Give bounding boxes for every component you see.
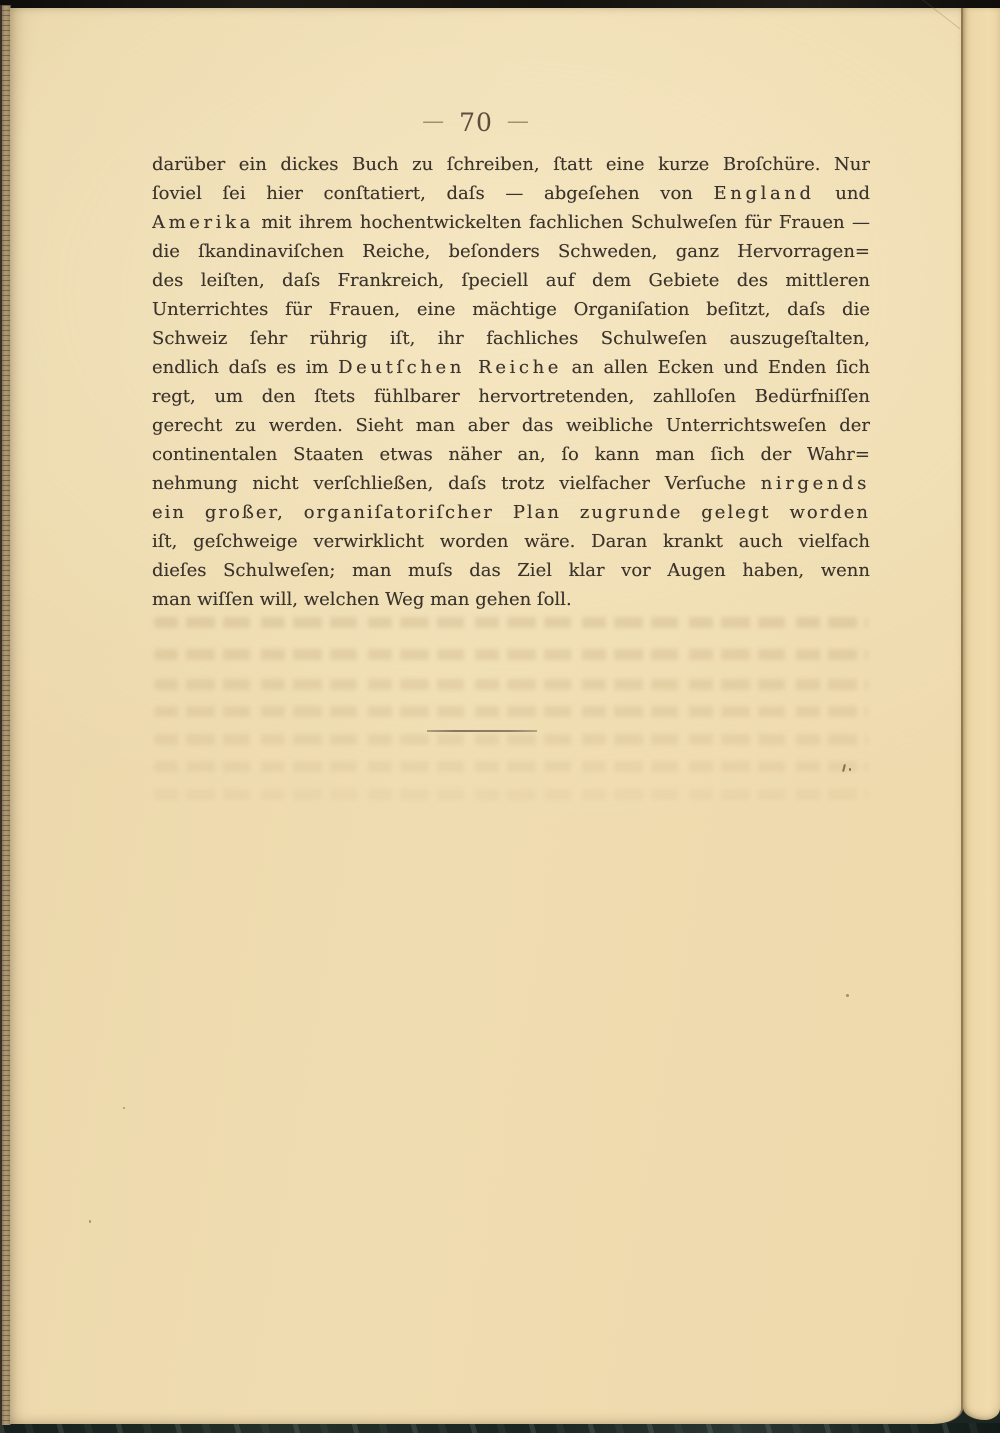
text-segment: endlich daſs es im (152, 357, 339, 378)
text-line (152, 382, 870, 411)
text-line (152, 324, 870, 353)
text-line (152, 498, 870, 527)
page-number-row (117, 106, 835, 142)
bleedthrough-text-ghost (154, 789, 868, 800)
text-segment: die ſkandinaviſchen Reiche, beſonders Schweden, ganz Hervorragen= (152, 241, 870, 262)
ink-speck (123, 1107, 125, 1109)
text-segment: gerecht zu werden. Sieht man aber das weibliche Unterrichtsweſen der (152, 415, 870, 436)
ink-speck (89, 1220, 91, 1223)
text-line (152, 353, 870, 382)
bleedthrough-text-ghost (154, 706, 868, 717)
fore-edge-pages (963, 8, 1000, 1420)
text-line (152, 440, 870, 469)
text-line (152, 266, 870, 295)
text-segment: darüber ein dickes Buch zu ſchreiben, ſtatt eine kurze Broſchüre. Nur (152, 154, 870, 175)
text-segment: iſt, geſchweige verwirklicht worden wäre. Daran krankt auch vielfach (152, 531, 870, 552)
ink-speck (846, 994, 849, 997)
text-segment: des leiſten, daſs Frankreich, ſpeciell auf dem Gebiete des mittleren (152, 270, 870, 291)
text-segment: Schweiz ſehr rührig iſt, ihr fachliches Schulweſen auszugeſtalten, (152, 328, 870, 349)
text-segment: continentalen Staaten etwas näher an, ſo kann man ſich der Wahr= (152, 444, 870, 465)
text-segment: mit ihrem hochentwickelten fachlichen Schulweſen für Frauen — (253, 212, 870, 233)
cover-bottom-edge (0, 1423, 1000, 1433)
text-segment: regt, um den ſtets fühlbarer hervortretenden, zahlloſen Bedürfniſſen (152, 386, 870, 407)
text-line (152, 295, 870, 324)
emphasized-text-segment: England (713, 183, 815, 204)
emphasized-text-segment: Deutſchen Reiche (338, 357, 563, 378)
text-segment: nehmung nicht verſchließen, daſs trotz vielfacher Verſuche (152, 473, 761, 494)
section-divider-rule (427, 730, 537, 732)
body-text-block (152, 150, 870, 614)
text-line (152, 179, 870, 208)
text-line (152, 237, 870, 266)
text-line (152, 556, 870, 585)
bleedthrough-text-ghost (154, 649, 868, 660)
text-line (152, 527, 870, 556)
text-line (152, 208, 870, 237)
bleedthrough-text-ghost (154, 734, 868, 745)
text-segment: ſoviel ſei hier conſtatiert, daſs — abgeſehen von (152, 183, 714, 204)
text-segment: man wiſſen will, welchen Weg man gehen ſoll. (152, 589, 572, 610)
text-segment: Unterrichtes für Frauen, eine mächtige Organiſation beſitzt, daſs die (152, 299, 870, 320)
emphasized-text-segment: nirgends (760, 473, 870, 494)
text-line (152, 469, 870, 498)
page-number-right-dash: — (506, 109, 530, 134)
bleedthrough-text-ghost (154, 761, 868, 772)
page-number-left-dash: — (422, 109, 446, 134)
text-segment: an allen Ecken und Enden ſich (562, 357, 870, 378)
book-page (10, 8, 963, 1424)
bleedthrough-text-ghost (154, 617, 868, 628)
page-number: 70 (459, 108, 493, 137)
text-segment: dieſes Schulweſen; man muſs das Ziel klar vor Augen haben, wenn (152, 560, 870, 581)
bleedthrough-text-ghost (154, 679, 868, 690)
text-segment: ein großer, organiſatoriſcher Plan zugrunde gelegt worden (152, 502, 870, 523)
text-line (152, 411, 870, 440)
text-segment: und (814, 183, 870, 204)
text-line (152, 585, 870, 614)
scan-top-edge (0, 0, 1000, 8)
emphasized-text-segment: Amerika (152, 212, 254, 233)
text-line (152, 150, 870, 179)
ink-speck (849, 768, 851, 771)
